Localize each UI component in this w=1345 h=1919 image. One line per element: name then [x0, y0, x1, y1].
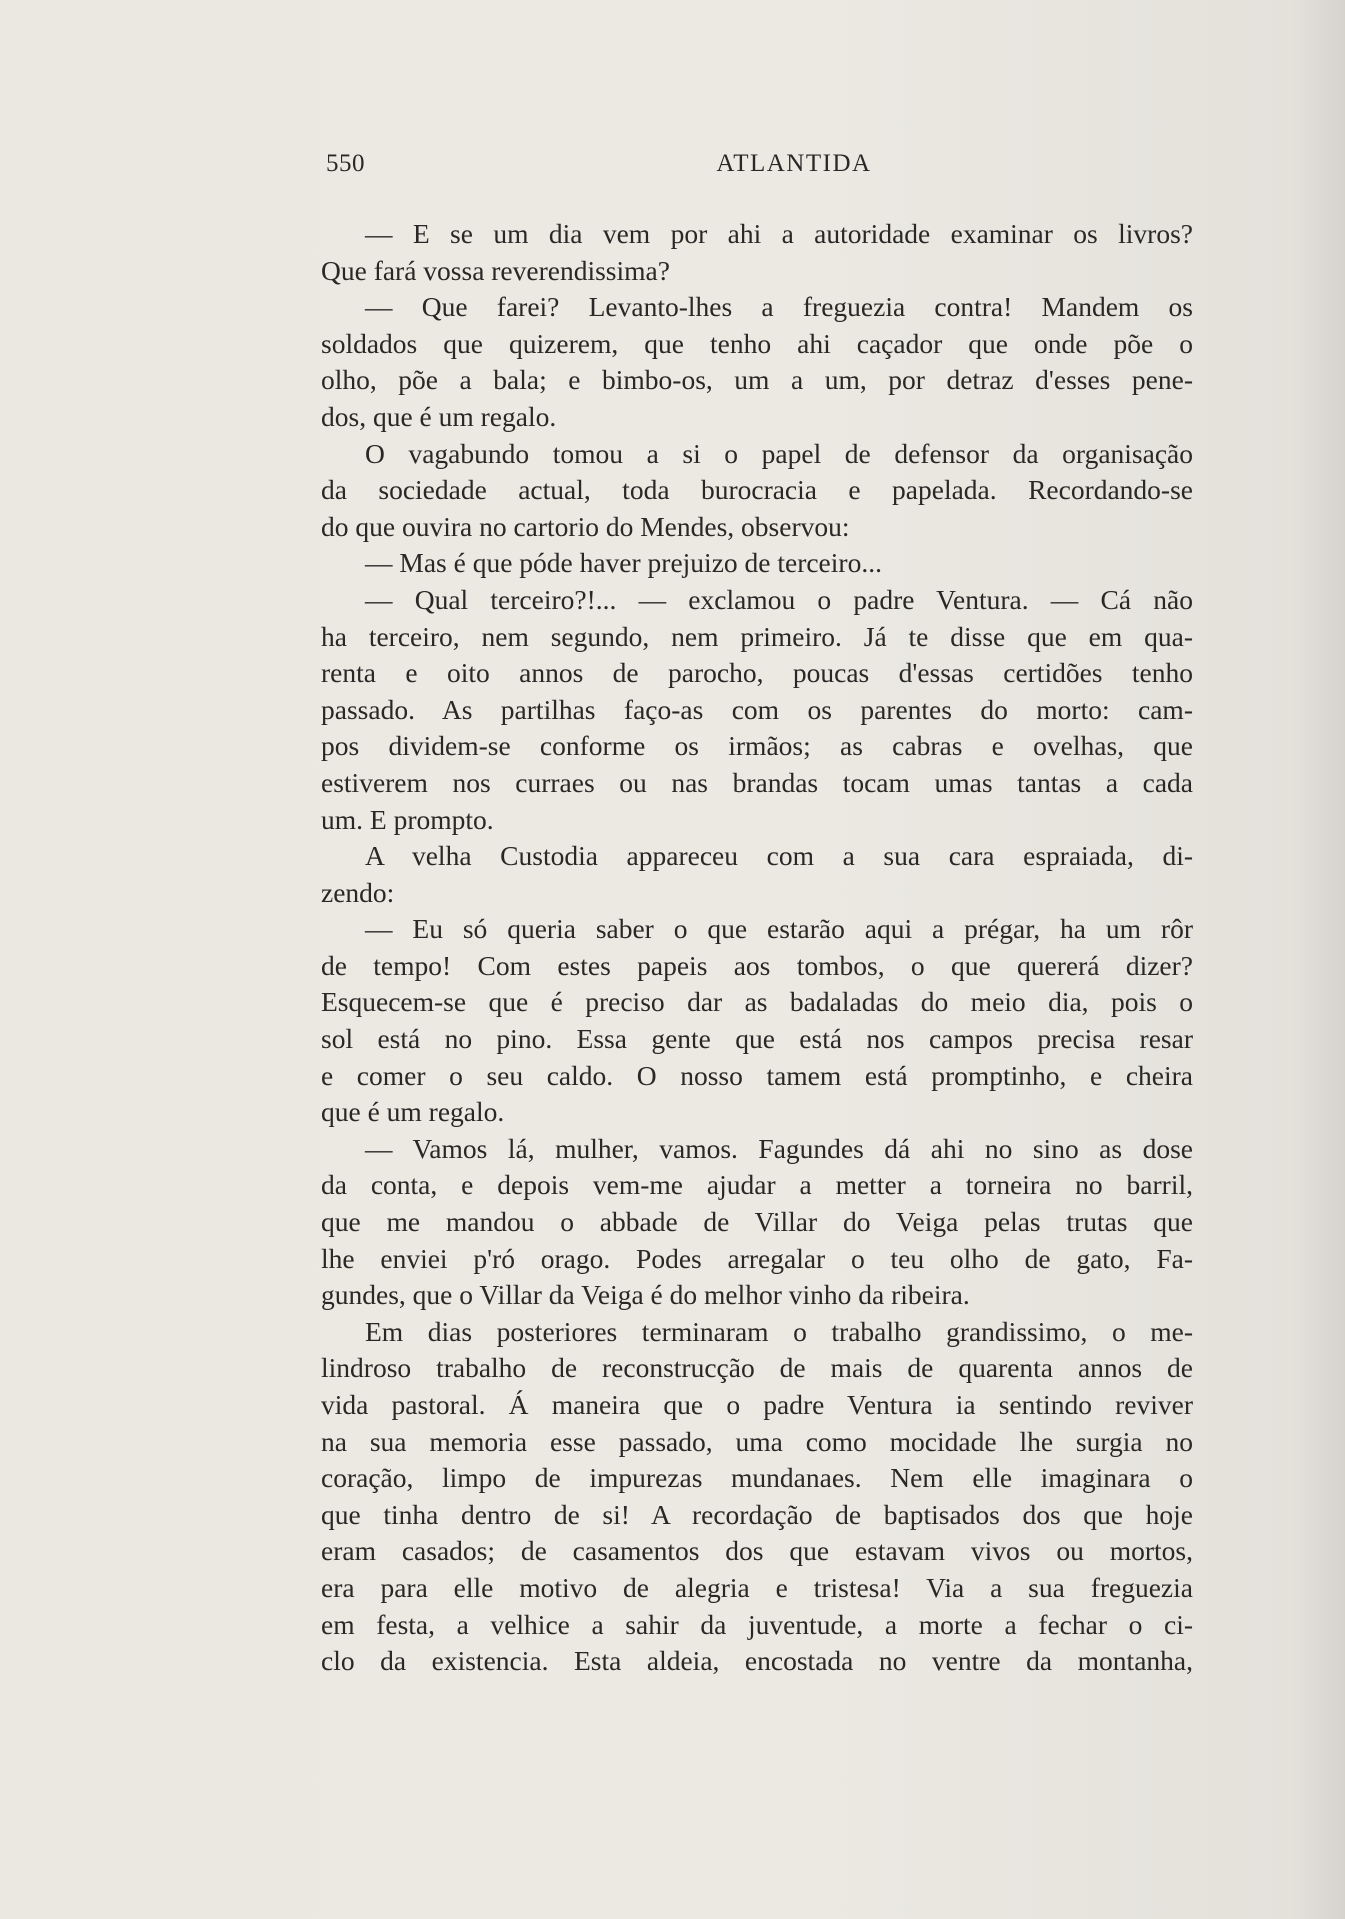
text-line: — Mas é que póde haver prejuizo de terceiro...: [365, 547, 882, 579]
text-line: que é um regalo.: [321, 1096, 505, 1128]
text-line: lindroso trabalho de reconstrucção de mais de quarenta annos de: [321, 1352, 1193, 1384]
text-line: renta e oito annos de parocho, poucas d'essas certidões tenho: [321, 657, 1193, 689]
text-line: do que ouvira no cartorio do Mendes, observou:: [321, 510, 850, 542]
text-line: que me mandou o abbade de Villar do Veiga pelas trutas que: [321, 1206, 1193, 1238]
running-title: ATLANTIDA: [716, 150, 872, 177]
text-line: coração, limpo de impurezas mundanaes. Nem elle imaginara o: [321, 1462, 1193, 1494]
page-number: 550: [326, 150, 365, 177]
text-line: — Eu só queria saber o que estarão aqui a prégar, ha um rôr: [365, 913, 1193, 945]
text-line: era para elle motivo de alegria e tristesa! Via a sua freguezia: [321, 1571, 1193, 1603]
text-line: clo da existencia. Esta aldeia, encostada no ventre da montanha,: [321, 1645, 1193, 1677]
text-line: um. E prompto.: [321, 803, 494, 835]
text-line: olho, põe a bala; e bimbo-os, um a um, por detraz d'esses pene-: [321, 364, 1193, 396]
text-line: da conta, e depois vem-me ajudar a metter a torneira no barril,: [321, 1169, 1193, 1201]
text-line: Que fará vossa reverendissima?: [321, 254, 670, 286]
text-line: lhe enviei p'ró orago. Podes arregalar o teu olho de gato, Fa-: [321, 1242, 1193, 1274]
text-line: ha terceiro, nem segundo, nem primeiro. Já te disse que em qua-: [321, 620, 1193, 652]
text-line: Esquecem-se que é preciso dar as badaladas do meio dia, pois o: [321, 986, 1193, 1018]
text-line: passado. As partilhas faço-as com os parentes do morto: cam-: [321, 693, 1193, 725]
body-text: [321, 216, 1193, 1680]
text-line: Em dias posteriores terminaram o trabalho grandissimo, o me-: [365, 1315, 1193, 1347]
text-line: em festa, a velhice a sahir da juventude, a morte a fechar o ci-: [321, 1608, 1193, 1640]
text-line: dos, que é um regalo.: [321, 400, 557, 432]
running-head: [326, 150, 1192, 186]
text-line: vida pastoral. Á maneira que o padre Ventura ia sentindo reviver: [321, 1389, 1193, 1420]
text-line: pos dividem-se conforme os irmãos; as cabras e ovelhas, que: [321, 730, 1193, 762]
text-line: — Qual terceiro?!... — exclamou o padre Ventura. — Cá não: [365, 583, 1193, 615]
text-line: A velha Custodia appareceu com a sua cara espraiada, di-: [365, 840, 1193, 872]
text-line: O vagabundo tomou a si o papel de defensor da organisação: [365, 437, 1193, 469]
text-line: — E se um dia vem por ahi a autoridade examinar os livros?: [365, 218, 1193, 249]
text-line: — Que farei? Levanto-lhes a freguezia contra! Mandem os: [365, 291, 1193, 323]
text-line: que tinha dentro de si! A recordação de baptisados dos que hoje: [321, 1498, 1193, 1530]
text-line: e comer o seu caldo. O nosso tamem está promptinho, e cheira: [321, 1059, 1193, 1091]
text-line: — Vamos lá, mulher, vamos. Fagundes dá ahi no sino as dose: [365, 1132, 1193, 1164]
text-line: na sua memoria esse passado, uma como mocidade lhe surgia no: [321, 1425, 1193, 1457]
text-line: sol está no pino. Essa gente que está nos campos precisa resar: [321, 1023, 1193, 1055]
text-line: estiverem nos curraes ou nas brandas tocam umas tantas a cada: [321, 766, 1193, 798]
text-line: eram casados; de casamentos dos que estavam vivos ou mortos,: [321, 1535, 1193, 1567]
text-line: gundes, que o Villar da Veiga é do melhor vinho da ribeira.: [321, 1279, 970, 1311]
text-line: de tempo! Com estes papeis aos tombos, o que quererá dizer?: [321, 949, 1193, 981]
text-line: zendo:: [321, 876, 395, 908]
text-line: da sociedade actual, toda burocracia e papelada. Recordando-se: [321, 474, 1193, 506]
text-line: soldados que quizerem, que tenho ahi caçador que onde põe o: [321, 327, 1193, 359]
